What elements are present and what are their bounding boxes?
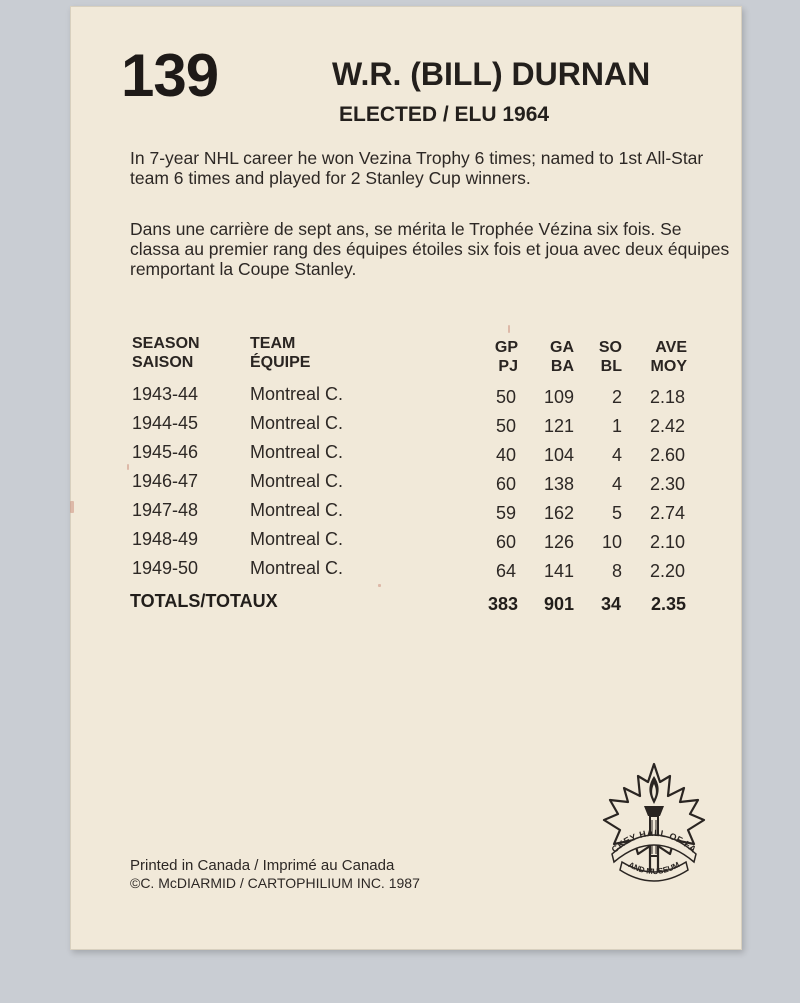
header-season-en: SEASON	[132, 335, 200, 352]
header-ga	[530, 338, 574, 376]
cell-so: 4	[611, 474, 622, 494]
printed-in-canada: Printed in Canada / Imprimé au Canada	[130, 857, 395, 874]
cell-team: Montreal C.	[250, 529, 344, 549]
cell-season: 1944-45	[132, 413, 199, 433]
totals-ga: 901	[543, 594, 574, 614]
hall-of-fame-logo-icon	[594, 758, 714, 898]
cell-gp: 60	[495, 532, 516, 552]
cell-team: Montreal C.	[250, 413, 344, 433]
cell-ga: 138	[543, 474, 574, 494]
cell-so: 1	[611, 416, 622, 436]
cell-gp: 50	[495, 387, 516, 407]
cell-ave: 2.18	[649, 387, 685, 407]
header-gp-fr: PJ	[498, 358, 518, 375]
cell-gp: 60	[495, 474, 516, 494]
cell-ga: 126	[543, 532, 574, 552]
cell-so: 8	[611, 561, 622, 581]
cell-ave: 2.30	[649, 474, 685, 494]
cell-ave: 2.10	[649, 532, 685, 552]
cell-ga: 104	[543, 445, 574, 465]
header-gp-en: GP	[494, 339, 518, 356]
header-team	[250, 334, 310, 372]
biography-english: In 7-year NHL career he won Vezina Trophy 6 times; named to 1st All-Star team 6 times and played for 2 Stanley Cup winners.	[130, 148, 704, 188]
print-speck	[127, 464, 129, 470]
header-so-en: SO	[598, 339, 622, 356]
card-number: 139	[121, 42, 219, 109]
logo-text-bottom: AND MUSEUM	[626, 860, 682, 877]
copyright: ©C. McDIARMID / CARTOPHILIUM INC. 1987	[130, 875, 420, 891]
cell-ga: 109	[543, 387, 574, 407]
card-back	[70, 6, 742, 950]
player-name: W.R. (BILL) DURNAN	[332, 56, 651, 92]
header-gp	[470, 338, 518, 376]
header-so-fr: BL	[600, 358, 622, 375]
header-team-en: TEAM	[250, 335, 296, 352]
cell-team: Montreal C.	[250, 500, 344, 520]
cell-gp: 59	[495, 503, 516, 523]
cell-team: Montreal C.	[250, 384, 344, 404]
totals-label: TOTALS/TOTAUX	[130, 591, 278, 611]
cell-ave: 2.20	[649, 561, 685, 581]
cell-ave: 2.74	[649, 503, 685, 523]
totals-ave: 2.35	[650, 594, 686, 614]
cell-so: 10	[601, 532, 622, 552]
header-so	[584, 338, 622, 376]
cell-so: 2	[611, 387, 622, 407]
cell-ga: 162	[543, 503, 574, 523]
cell-ave: 2.42	[649, 416, 685, 436]
totals-gp: 383	[487, 594, 518, 614]
cell-team: Montreal C.	[250, 442, 344, 462]
print-speck	[508, 325, 510, 333]
header-ga-en: GA	[550, 339, 574, 356]
header-ga-fr: BA	[550, 358, 574, 375]
header-ave-en: AVE	[655, 339, 687, 356]
cell-season: 1947-48	[132, 500, 199, 520]
biography-french: Dans une carrière de sept ans, se mérita le Trophée Vézina six fois. Se classa au premier rang des équipes étoiles six fois et joua avec deux équipes remportant la Coupe Stanley.	[130, 219, 730, 279]
cell-team: Montreal C.	[250, 471, 344, 491]
header-season	[132, 334, 200, 372]
print-speck	[378, 584, 381, 587]
totals-so: 34	[600, 594, 621, 614]
cell-ave: 2.60	[649, 445, 685, 465]
header-ave	[632, 338, 687, 376]
cell-season: 1949-50	[132, 558, 199, 578]
header-team-fr: ÉQUIPE	[250, 354, 311, 371]
cell-season: 1943-44	[132, 384, 199, 404]
cell-season: 1946-47	[132, 471, 199, 491]
cell-gp: 40	[495, 445, 516, 465]
cell-season: 1945-46	[132, 442, 199, 462]
cell-gp: 64	[495, 561, 516, 581]
print-speck	[70, 501, 74, 513]
cell-ga: 121	[543, 416, 574, 436]
header-ave-fr: MOY	[650, 358, 687, 375]
cell-so: 4	[611, 445, 622, 465]
elected-year: ELECTED / ELU 1964	[339, 103, 550, 126]
cell-so: 5	[611, 503, 622, 523]
cell-team: Montreal C.	[250, 558, 344, 578]
cell-season: 1948-49	[132, 529, 199, 549]
cell-gp: 50	[495, 416, 516, 436]
header-season-fr: SAISON	[132, 354, 194, 371]
logo-text-top: CKEY HALL OF FA	[609, 827, 699, 855]
cell-ga: 141	[543, 561, 574, 581]
